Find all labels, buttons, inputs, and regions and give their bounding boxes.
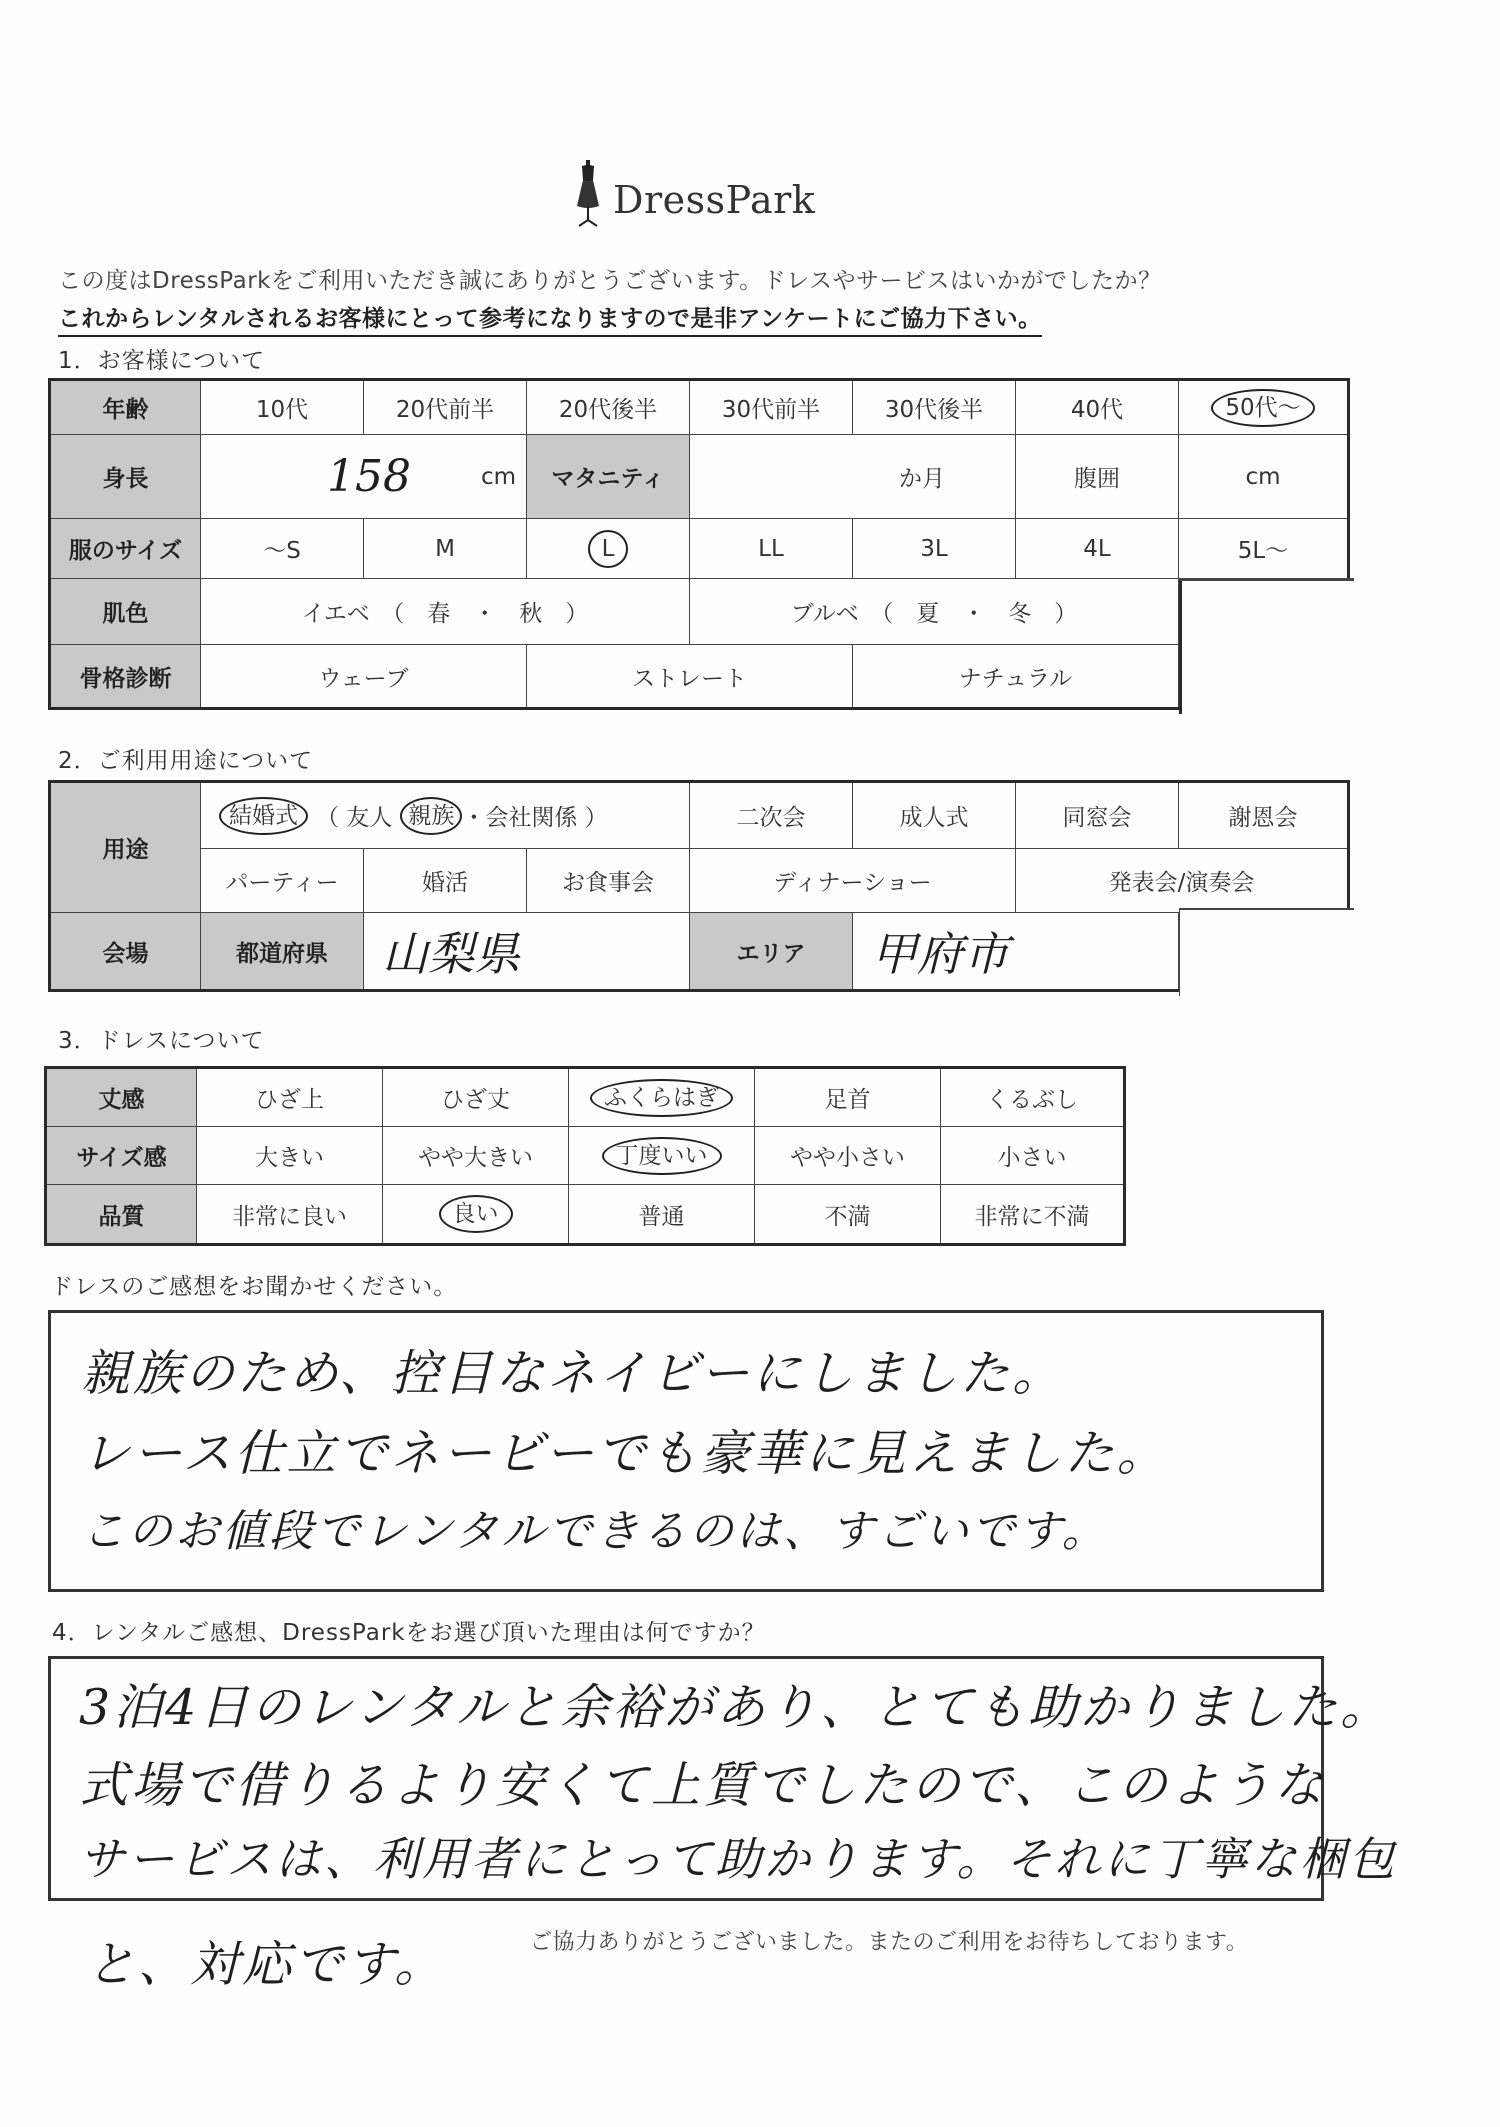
waist-label: 腹囲 [1016,435,1179,519]
prefecture-label: 都道府県 [201,913,364,989]
fit-label: サイズ感 [47,1127,197,1185]
age-option[interactable]: 30代後半 [853,381,1016,435]
impression-line: このお値段でレンタルできるのは、すごいです。 [81,1506,1109,1557]
purpose-option[interactable]: 同窓会 [1016,783,1179,849]
purpose-option[interactable]: パーティー [201,849,364,913]
prefecture-field[interactable] [364,913,690,989]
length-label: 丈感 [47,1069,197,1127]
reason-line-overflow: と、対応です。 [86,1936,447,1993]
area-label: エリア [690,913,853,989]
section1-title: 1．お客様について [58,348,266,374]
impression-prompt: ドレスのご感想をお聞かせください。 [50,1274,458,1300]
age-selected-value: 50代～ [1211,389,1314,427]
size-option-selected[interactable] [527,519,690,579]
skeleton-option[interactable]: ナチュラル [853,645,1179,707]
quality-option[interactable]: 普通 [569,1185,755,1243]
purpose-option[interactable]: 成人式 [853,783,1016,849]
age-option[interactable]: 20代後半 [527,381,690,435]
quality-option[interactable]: 非常に不満 [974,1203,1090,1230]
size-option[interactable]: M [364,519,527,579]
brand-name: DressPark [613,178,816,222]
age-option[interactable]: 30代前半 [690,381,853,435]
fit-option[interactable]: 小さい [941,1127,1123,1185]
area-field[interactable] [853,913,1179,989]
purpose-option[interactable]: 謝恩会 [1179,783,1347,849]
quality-option[interactable]: 非常に良い [197,1185,383,1243]
section3-title: 3．ドレスについて [58,1028,265,1054]
wedding-option: 結婚式 [219,797,308,835]
skin-yellow-option[interactable]: イエベ （ 春 ・ 秋 ） [201,579,690,645]
quality-selected-value: 良い [439,1195,513,1233]
wedding-friend-option: （ 友人 [316,805,393,831]
fit-option[interactable]: やや大きい [383,1127,569,1185]
dress-grid [44,1066,1126,1246]
venue-label: 会場 [51,913,201,989]
purpose-label: 用途 [51,783,201,913]
reason-line: 3泊4日のレンタルと余裕があり、とても助かりました。 [79,1679,1393,1736]
dress-form-icon [575,160,601,228]
purpose-option[interactable]: ディナーショー [690,849,1016,913]
quality-label: 品質 [47,1185,197,1243]
height-unit: cm [480,463,516,490]
intro-text: この度はDressParkをご利用いただき誠にありがとうございます。ドレスやサービスはいかがでしたか？ [58,268,1162,294]
purpose-option[interactable]: 発表会/演奏会 [1016,849,1347,913]
length-option-selected[interactable] [569,1069,755,1127]
reason-box[interactable] [48,1656,1398,1901]
quality-option[interactable]: 不満 [755,1185,941,1243]
length-option[interactable]: ひざ上 [197,1069,383,1127]
prefecture-value: 山梨県 [382,927,520,981]
skin-label: 肌色 [51,579,201,645]
size-option[interactable]: LL [690,519,853,579]
age-option[interactable]: 20代前半 [364,381,527,435]
grid-gap-line [1179,578,1354,581]
purpose-grid [48,780,1350,992]
skeleton-option[interactable]: ウェーブ [201,645,527,707]
length-selected-value: ふくらはぎ [590,1079,733,1117]
impression-box[interactable] [48,1310,1324,1592]
age-option[interactable]: 10代 [201,381,364,435]
footer-thanks: ご協力ありがとうございました。またのご利用をお待ちしております。 [530,1930,1249,1955]
age-label: 年齢 [51,381,201,435]
fit-option[interactable]: やや小さい [755,1127,941,1185]
age-option[interactable]: 40代 [1016,381,1179,435]
grid-gap [1179,578,1357,714]
length-option[interactable]: 足首 [755,1069,941,1127]
purpose-option[interactable]: 二次会 [690,783,853,849]
size-option[interactable]: 5L～ [1179,519,1347,579]
waist-field[interactable] [1179,435,1347,519]
wedding-group[interactable] [201,783,690,849]
impression-line: 親族のため、控目なネイビーにしました。 [81,1345,1065,1402]
height-label: 身長 [51,435,201,519]
customer-grid [48,378,1350,710]
skeleton-option[interactable]: ストレート [527,645,853,707]
section2-title: 2．ご利用用途について [58,748,314,774]
height-value: 158 [326,451,411,502]
size-option[interactable]: ～S [201,519,364,579]
impression-line: レース仕立でネービーでも豪華に見えました。 [81,1425,1169,1482]
maternity-field[interactable] [690,435,1016,519]
size-selected-value: L [588,530,629,568]
length-option[interactable]: くるぶし [941,1069,1123,1127]
section4-title: 4．レンタルご感想、DressParkをお選び頂いた理由は何ですか？ [52,1620,766,1646]
purpose-option[interactable]: お食事会 [527,849,690,913]
wedding-company-option: ・会社関係 ） [462,805,608,831]
brand-logo [575,160,835,230]
reason-line: 式場で借りるより安くて上質でしたので、このような [79,1757,1327,1814]
fit-selected-value: 丁度いい [602,1137,722,1175]
size-label: 服のサイズ [51,519,201,579]
size-option[interactable]: 4L [1016,519,1179,579]
length-option[interactable]: ひざ丈 [383,1069,569,1127]
wedding-relatives-option: 親族 [400,797,462,835]
maternity-label: マタニティ [527,435,690,519]
height-field[interactable] [201,435,527,519]
waist-unit: cm [1245,463,1281,490]
intro-request: これからレンタルされるお客様にとって参考になりますので是非アンケートにご協力下さい。 [58,300,1042,337]
area-value: 甲府市 [871,927,1009,981]
reason-line: サービスは、利用者にとって助かります。それに丁寧な梱包 [79,1832,1398,1886]
maternity-unit: か月 [899,466,945,492]
purpose-option[interactable]: 婚活 [364,849,527,913]
size-option[interactable]: 3L [853,519,1016,579]
age-option-selected[interactable] [1179,381,1347,435]
fit-option[interactable]: 大きい [197,1127,383,1185]
grid-gap [1179,910,1355,996]
fit-option-selected[interactable] [569,1127,755,1185]
grid-gap-line [1179,908,1354,910]
skeleton-label: 骨格診断 [51,645,201,707]
skin-blue-option[interactable]: ブルベ （ 夏 ・ 冬 ） [690,579,1179,645]
quality-option-selected[interactable] [383,1185,569,1243]
